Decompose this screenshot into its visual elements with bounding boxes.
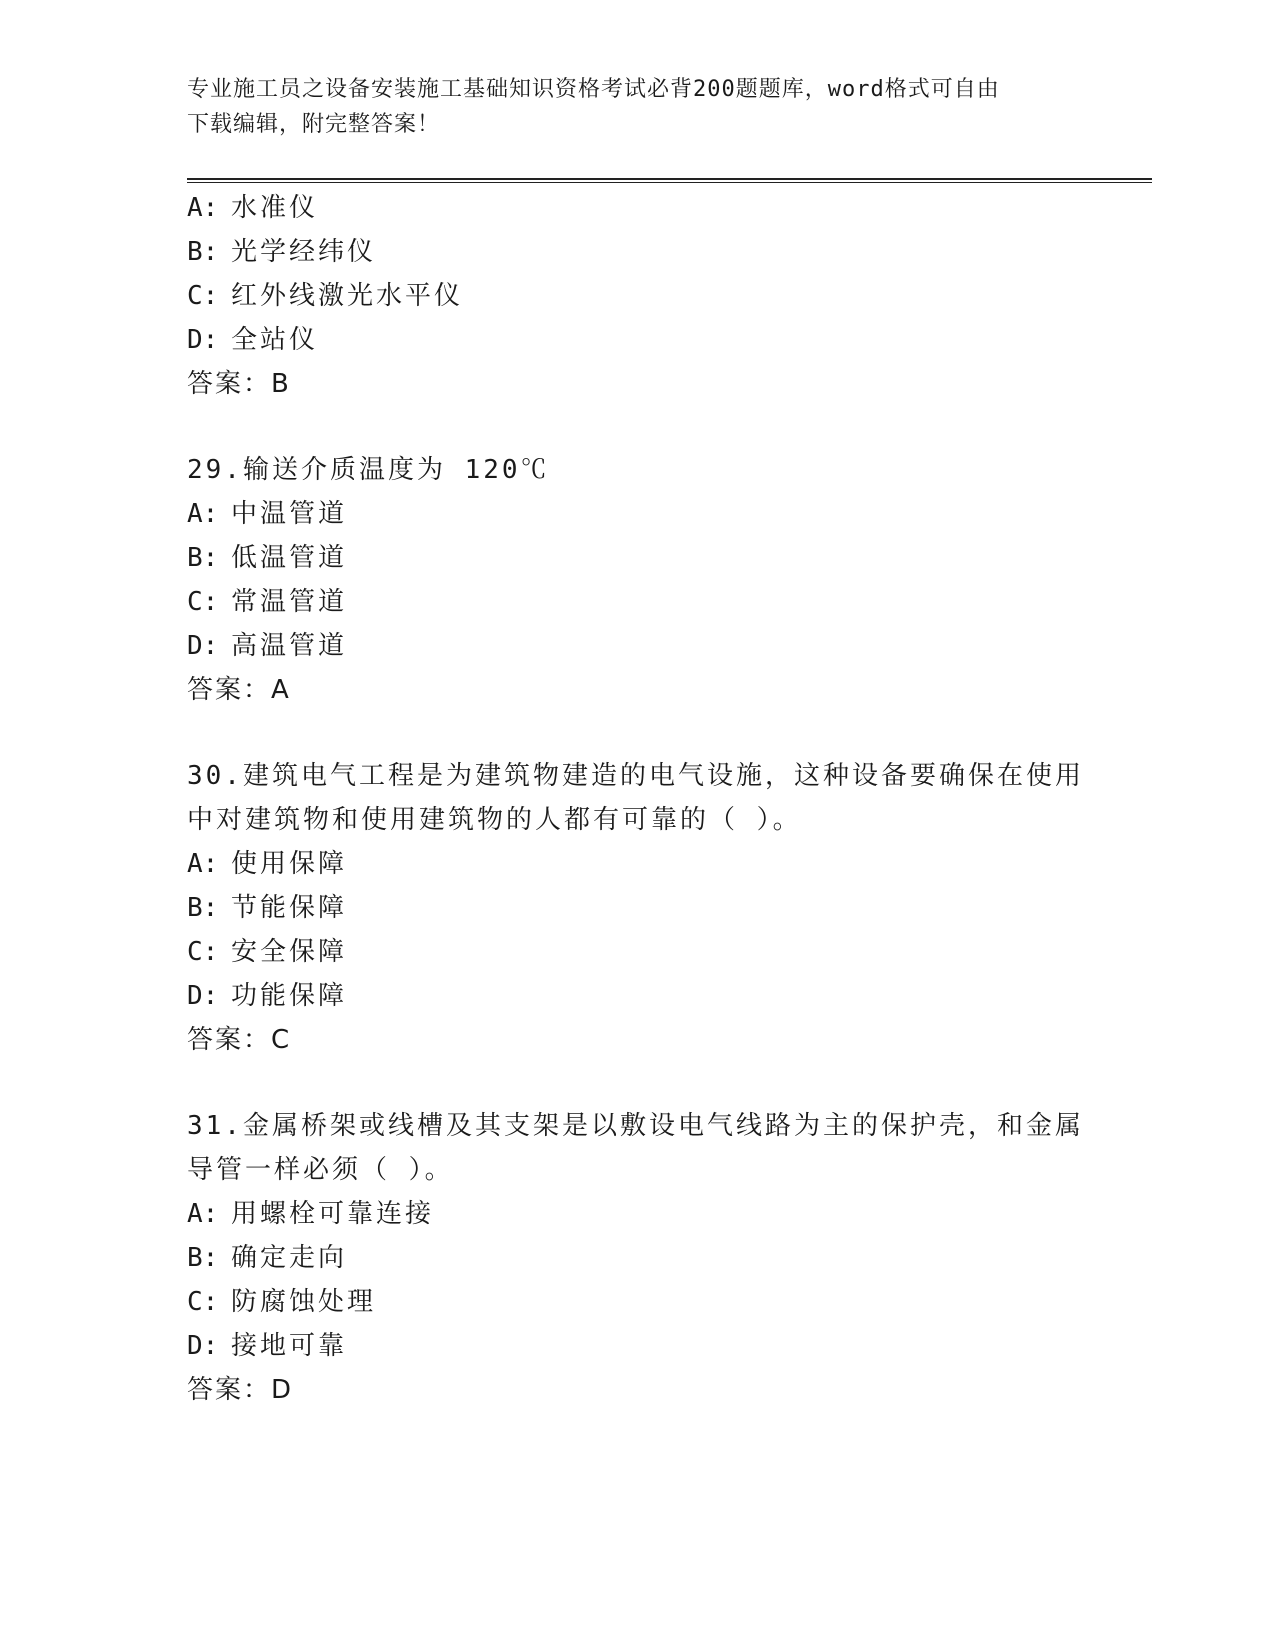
option-b: B: 光学经纬仪 [187, 237, 377, 267]
option-a: A: 使用保障 [187, 849, 348, 879]
header-line-1: 专业施工员之设备安装施工基础知识资格考试必背200题题库，word格式可自由 [187, 77, 1000, 102]
answer-line: 答案：D [187, 1375, 294, 1405]
header-divider [187, 178, 1152, 183]
option-d: D: 功能保障 [187, 981, 348, 1011]
option-c: C: 红外线激光水平仪 [187, 281, 464, 311]
question-stem: 31.金属桥架或线槽及其支架是以敷设电气线路为主的保护壳，和金属 [187, 1111, 1084, 1141]
header-line-2: 下载编辑，附完整答案！ [187, 112, 441, 137]
answer-line: 答案：A [187, 675, 291, 705]
question-stem-continued: 中对建筑物和使用建筑物的人都有可靠的（ ）。 [187, 805, 802, 835]
option-a: A: 水准仪 [187, 193, 319, 223]
document-header [187, 72, 1087, 142]
option-c: C: 防腐蚀处理 [187, 1287, 377, 1317]
question-stem: 30.建筑电气工程是为建筑物建造的电气设施，这种设备要确保在使用 [187, 761, 1084, 791]
option-a: A: 中温管道 [187, 499, 348, 529]
option-b: B: 低温管道 [187, 543, 348, 573]
option-b: B: 确定走向 [187, 1243, 348, 1273]
option-d: D: 高温管道 [187, 631, 348, 661]
question-stem-continued: 导管一样必须（ ）。 [187, 1155, 454, 1185]
option-d: D: 全站仪 [187, 325, 319, 355]
option-b: B: 节能保障 [187, 893, 348, 923]
option-c: C: 常温管道 [187, 587, 348, 617]
option-c: C: 安全保障 [187, 937, 348, 967]
option-a: A: 用螺栓可靠连接 [187, 1199, 435, 1229]
question-stem: 29.输送介质温度为 120℃ [187, 455, 550, 485]
option-d: D: 接地可靠 [187, 1331, 348, 1361]
answer-line: 答案：B [187, 369, 291, 399]
answer-line: 答案：C [187, 1025, 292, 1055]
